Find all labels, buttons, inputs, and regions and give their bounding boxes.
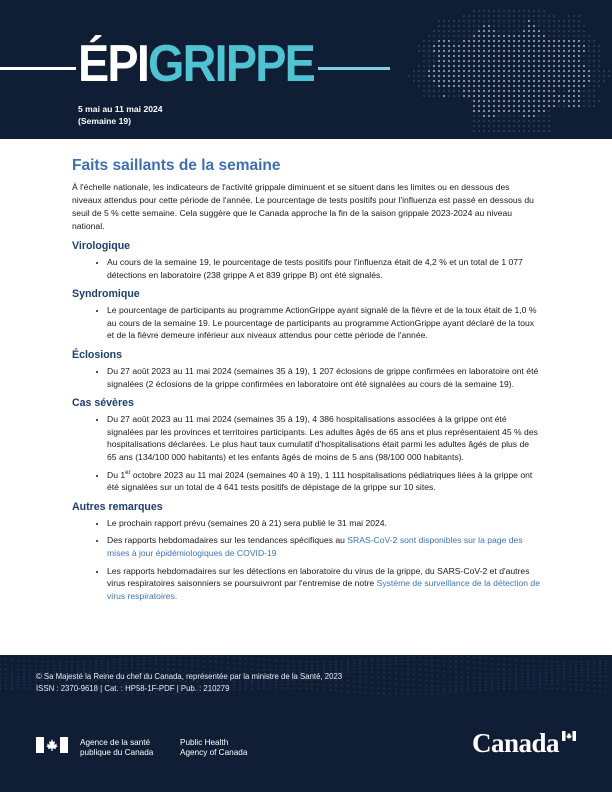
header-rule-right	[318, 67, 390, 70]
list-item	[107, 469, 540, 494]
report-body	[72, 156, 540, 607]
highlights-intro: À l'échelle nationale, les indicateurs de l'activité grippale diminuent et se situent dans les limites ou en dessous des niveaux attendus pour cette période de l'année. Le pourcentage de tests positifs pour l'influenza est passé en dessous du seuil de 5 % cette semaine. Cela suggère que le Canada approche la fin de la saison grippale 2023-2024 au niveau national.	[72, 182, 534, 231]
title-epi: ÉPI	[78, 35, 149, 93]
agency-en-line: Agency of Canada	[180, 748, 248, 757]
copyright-block	[36, 671, 342, 695]
report-footer	[0, 655, 612, 792]
surveillance-system-link[interactable]: Système de surveillance de la détection de virus respiratoires.	[107, 578, 540, 601]
item-text: Des rapports hebdomadaires sur les tendances spécifiques au	[107, 535, 348, 546]
title-grippe: GRIPPE	[148, 35, 315, 93]
wordmark-flag-icon	[562, 731, 576, 741]
canada-map-graphic	[400, 0, 612, 139]
covid-updates-link[interactable]: SRAS-CoV-2 sont disponibles sur la page des mises à jour épidémiologiques de COVID-19	[107, 535, 523, 558]
outbreaks-heading: Éclosions	[72, 348, 123, 361]
outbreaks-list	[72, 365, 540, 390]
header-rule-left	[0, 67, 76, 70]
virology-list	[72, 256, 540, 281]
item-text: octobre 2023 au 11 mai 2024 (semaines 40 à 19), 1 111 hospitalisations pédiatriques liées à la grippe ont été signalées sur un total de 4 641 tests positifs de dépistage de la grippe sur 10 sites.	[107, 469, 533, 493]
date-range: 5 mai au 11 mai 2024	[78, 104, 163, 114]
report-period	[78, 103, 163, 127]
report-title	[78, 36, 314, 92]
item-text: Du 1	[107, 469, 126, 480]
agency-name-english	[180, 738, 247, 758]
list-item: • Du 27 août 2023 au 11 mai 2024 (semaines 35 à 19), 1 207 éclosions de grippe confirmées en laboratoire ont été signalées (2 éclosions de la grippe confirmées en laboratoire ont été signalées au cours de la semaine 19).	[107, 365, 540, 390]
week-number: (Semaine 19)	[78, 116, 132, 126]
agency-name-french	[80, 738, 153, 758]
list-item: • Le pourcentage de participants au programme ActionGrippe ayant signalé de la fièvre et de la toux était de 1,0 % au cours de la semaine 19. Le pourcentage de participants au programme ActionGrippe ayant déclaré de la toux et de la fièvre demeure inférieur aux niveaux attendus pour cette période de l'année.	[107, 304, 540, 342]
report-header	[0, 0, 612, 139]
list-item	[107, 534, 540, 559]
agency-fr-line: Agence de la santé	[80, 738, 151, 747]
syndromic-list	[72, 304, 540, 342]
list-item: • Du 27 août 2023 au 11 mai 2024 (semaines 35 à 19), 4 386 hospitalisations associées à la grippe ont été signalées par les provinces et territoires participants. Les adultes âgés de 65 ans et plus représentaient 45 % des hospitalisations déclarées. Le plus haut taux cumulatif d'hospitalisations était parmi les adultes âgés de plus de 65 ans (134/100 000 habitants) et les enfants âgés de moins de 5 ans (98/100 000 habitants).	[107, 413, 540, 463]
virology-heading: Virologique	[72, 240, 131, 252]
syndromic-heading: Syndromique	[72, 288, 140, 301]
agency-fr-line: publique du Canada	[80, 748, 154, 757]
superscript: er	[125, 469, 131, 476]
severe-list	[72, 413, 540, 494]
copyright-text: © Sa Majesté la Reine du chef du Canada, représentée par la ministre de la Santé, 2023	[36, 672, 343, 681]
severe-heading: Cas sévères	[72, 397, 134, 410]
canada-wordmark: Canada	[472, 728, 560, 758]
list-item: • Au cours de la semaine 19, le pourcentage de tests positifs pour l'influenza était de 4,2 % et un total de 1 077 détections en laboratoire (238 grippe A et 839 grippe B) ont été signalés.	[107, 256, 540, 281]
publication-identifiers: ISSN : 2370-9618 | Cat. : HP58-1F-PDF | Pub. : 210279	[36, 684, 230, 693]
agency-en-line: Public Health	[180, 738, 229, 747]
other-heading: Autres remarques	[72, 500, 163, 513]
other-list	[72, 517, 540, 603]
list-item	[107, 565, 540, 603]
canada-flag-icon	[36, 737, 68, 753]
item-text: Les rapports hebdomadaires sur les détections en laboratoire du virus de la grippe, du SARS-CoV-2 et d'autres virus respiratoires saisonniers se poursuivront par l'entremise de notre	[107, 565, 530, 589]
list-item: • Le prochain rapport prévu (semaines 20 à 21) sera publié le 31 mai 2024.	[107, 517, 540, 530]
highlights-heading: Faits saillants de la semaine	[72, 157, 281, 174]
